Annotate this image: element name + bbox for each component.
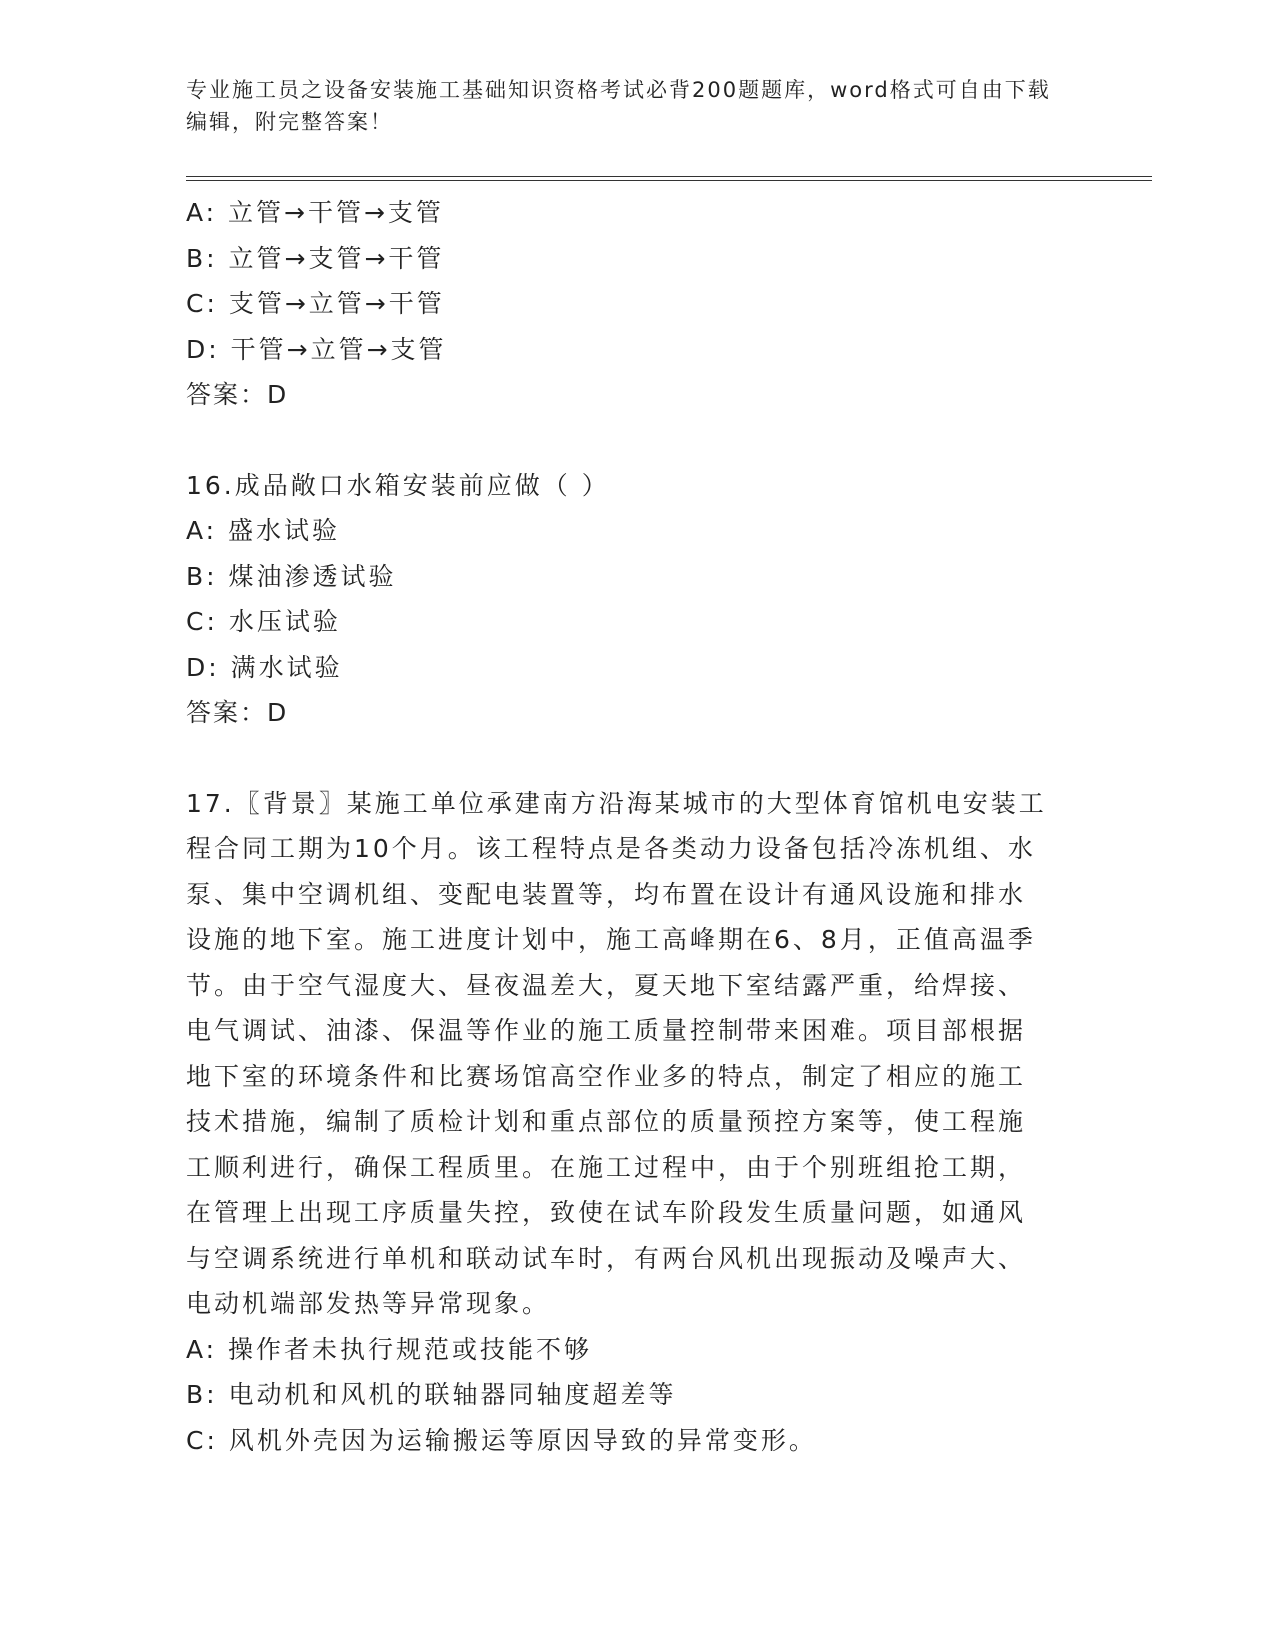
- question-text-line: 在管理上出现工序质量失控，致使在试车阶段发生质量问题，如通风: [186, 1198, 1027, 1227]
- answer-label: 答案：D: [186, 380, 289, 409]
- option-b: B: 立管→支管→干管: [186, 243, 445, 273]
- option-b: B: 电动机和风机的联轴器同轴度超差等: [186, 1380, 677, 1409]
- option-c: C: 水压试验: [186, 607, 341, 636]
- spacer: [186, 736, 1066, 781]
- option-d: D: 满水试验: [186, 652, 343, 682]
- option-a: A: 立管→干管→支管: [186, 198, 444, 227]
- question-text-line: 地下室的环境条件和比赛场馆高空作业多的特点，制定了相应的施工: [186, 1061, 1027, 1091]
- question-17: [186, 781, 1066, 1464]
- question-text-line: 电气调试、油漆、保温等作业的施工质量控制带来困难。项目部根据: [186, 1016, 1027, 1045]
- header-divider-bottom: [186, 180, 1152, 181]
- option-c: C: 风机外壳因为运输搬运等原因导致的异常变形。: [186, 1425, 817, 1455]
- question-text-line: 与空调系统进行单机和联动试车时，有两台风机出现振动及噪声大、: [186, 1243, 1027, 1273]
- question-text-line: 17.〖背景〗某施工单位承建南方沿海某城市的大型体育馆机电安装工: [186, 788, 1047, 818]
- question-text-line: 电动机端部发热等异常现象。: [186, 1289, 551, 1318]
- option-c: C: 支管→立管→干管: [186, 289, 445, 318]
- question-text-line: 泵、集中空调机组、变配电装置等，均布置在设计有通风设施和排水: [186, 879, 1027, 909]
- answer-label: 答案：D: [186, 698, 289, 727]
- question-16: [186, 463, 1066, 736]
- question-text-line: 节。由于空气湿度大、昼夜温差大，夏天地下室结露严重，给焊接、: [186, 970, 1027, 1000]
- question-text: 16.成品敞口水箱安装前应做（ ）: [186, 470, 610, 500]
- question-text-line: 工顺利进行，确保工程质里。在施工过程中，由于个别班组抢工期，: [186, 1152, 1027, 1182]
- option-a: A: 操作者未执行规范或技能不够: [186, 1334, 593, 1364]
- option-a: A: 盛水试验: [186, 516, 341, 545]
- spacer: [186, 418, 1066, 463]
- header-divider-top: [186, 176, 1152, 177]
- question-content: [186, 190, 1066, 1463]
- question-text-line: 设施的地下室。施工进度计划中，施工高峰期在6、8月，正值高温季: [186, 925, 1036, 954]
- question-text-line: 程合同工期为10个月。该工程特点是各类动力设备包括冷冻机组、水: [186, 834, 1036, 863]
- question-15: [186, 190, 1066, 418]
- question-text-line: 技术措施，编制了质检计划和重点部位的质量预控方案等，使工程施: [186, 1107, 1027, 1136]
- option-d: D: 干管→立管→支管: [186, 334, 447, 364]
- page-header: 专业施工员之设备安装施工基础知识资格考试必背200题题库，word格式可自由下载编辑，附完整答案！: [186, 78, 1051, 134]
- option-b: B: 煤油渗透试验: [186, 561, 397, 591]
